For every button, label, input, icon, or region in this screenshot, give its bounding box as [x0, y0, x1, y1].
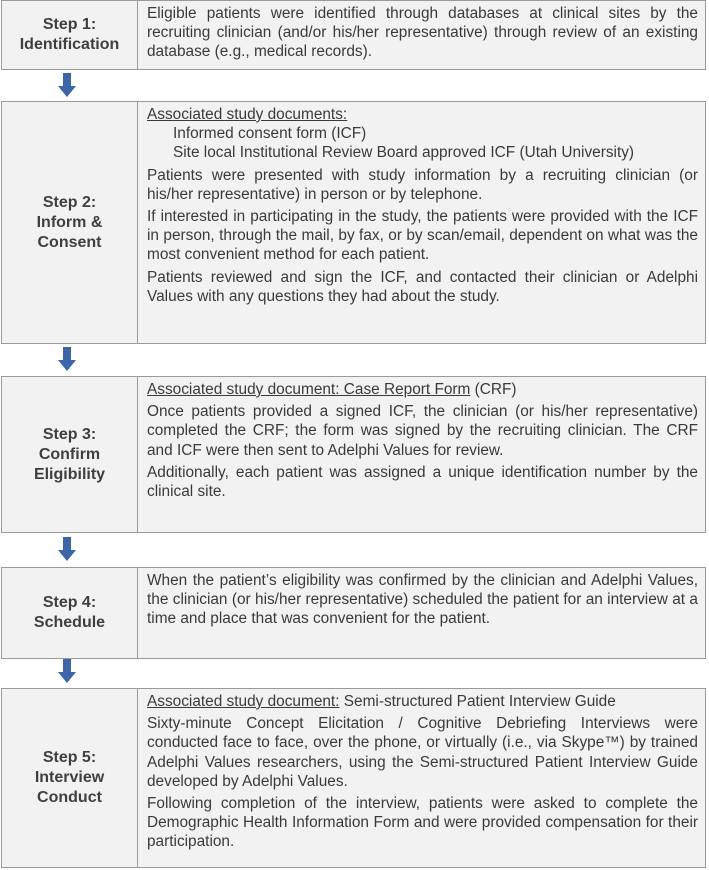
step-2-docs-heading: Associated study documents: [147, 106, 348, 123]
step-5-title-line1: Interview [34, 769, 105, 786]
step-2-title-line2: Consent [37, 233, 102, 251]
step-2-text-3: Patients reviewed and sign the ICF, and contacted their clinician or Adelphi Values with any questions they had about the study. [147, 268, 698, 305]
step-1-title: Identification [19, 36, 120, 53]
step-5-text-2: Following completion of the interview, patients were asked to complete the Demographic Health Information Form and were provided compensation for their participation. [147, 795, 698, 851]
step-4-box [1, 567, 706, 659]
step-3-text-2: Additionally, each patient was assigned a unique identification number by the clinical site. [147, 463, 698, 501]
step-1-content [138, 1, 705, 69]
down-arrow-icon [58, 537, 76, 561]
step-3-title-line2: Eligibility [33, 465, 106, 483]
step-3-text-1: Once patients provided a signed ICF, the clinician (or his/her representative) completed the CRF; the form was signed by the recruiting clinician. The CRF and ICF were then sent to Adelphi Values for review. [147, 403, 698, 459]
step-5-docs-suffix: Semi-structured Patient Interview Guide [339, 693, 616, 710]
step-4-label [2, 568, 138, 658]
step-5-docs-heading: Associated study document: [147, 693, 340, 710]
step-1-box [1, 0, 706, 70]
step-1-text: Eligible patients were identified through databases at clinical sites by the recruiting clinician (and/or his/her representative) through review of an existing database (e.g., medical records). [147, 5, 698, 61]
step-2-title-line1: Inform & [36, 213, 103, 231]
step-2-text-2: If interested in participating in the study, the patients were provided with the ICF in person, through the mail, by fax, or by scan/email, dependent on what was the most convenient method for each patient. [147, 208, 698, 264]
step-3-title-line1: Confirm [38, 445, 101, 463]
step-3-box [1, 376, 706, 533]
step-4-content [138, 568, 705, 658]
step-2-doc-2: Site local Institutional Review Board approved ICF (Utah University) [173, 144, 635, 162]
down-arrow-icon [58, 73, 76, 97]
step-4-number: Step 4: [42, 594, 97, 611]
step-3-docs-heading: Associated study document: Case Report Form [147, 381, 471, 398]
step-1-label [2, 1, 138, 69]
step-3-docs-suffix: (CRF) [470, 381, 517, 398]
step-1-number: Step 1: [42, 16, 97, 33]
step-5-content [138, 689, 705, 867]
step-3-content [138, 377, 705, 532]
step-5-number: Step 5: [42, 749, 97, 766]
step-5-label [2, 689, 138, 867]
step-3-number: Step 3: [42, 425, 97, 443]
step-2-content [138, 102, 705, 343]
step-5-text-1: Sixty-minute Concept Elicitation / Cognitive Debriefing Interviews were conducted face to face, over the phone, or virtually (i.e., via Skype™) by trained Adelphi Values researchers, using the Semi-structured Patient Interview Guide developed by Adelphi Values. [147, 715, 698, 790]
step-4-text: When the patient’s eligibility was confirmed by the clinician and Adelphi Values, the clinician (or his/her representative) scheduled the patient for an interview at a time and place that was convenient for the patient. [147, 572, 698, 628]
step-2-label [2, 102, 138, 343]
step-2-box [1, 101, 706, 344]
step-5-box [1, 688, 706, 868]
step-3-label [2, 377, 138, 532]
down-arrow-icon [58, 347, 76, 371]
step-2-doc-1: Informed consent form (ICF) [173, 125, 367, 143]
down-arrow-icon [58, 659, 76, 683]
step-2-number: Step 2: [42, 193, 97, 211]
step-2-text-1: Patients were presented with study information by a recruiting clinician (or his/her representative) in person or by telephone. [147, 166, 698, 203]
step-4-title: Schedule [33, 614, 106, 631]
step-5-title-line2: Conduct [37, 789, 102, 806]
